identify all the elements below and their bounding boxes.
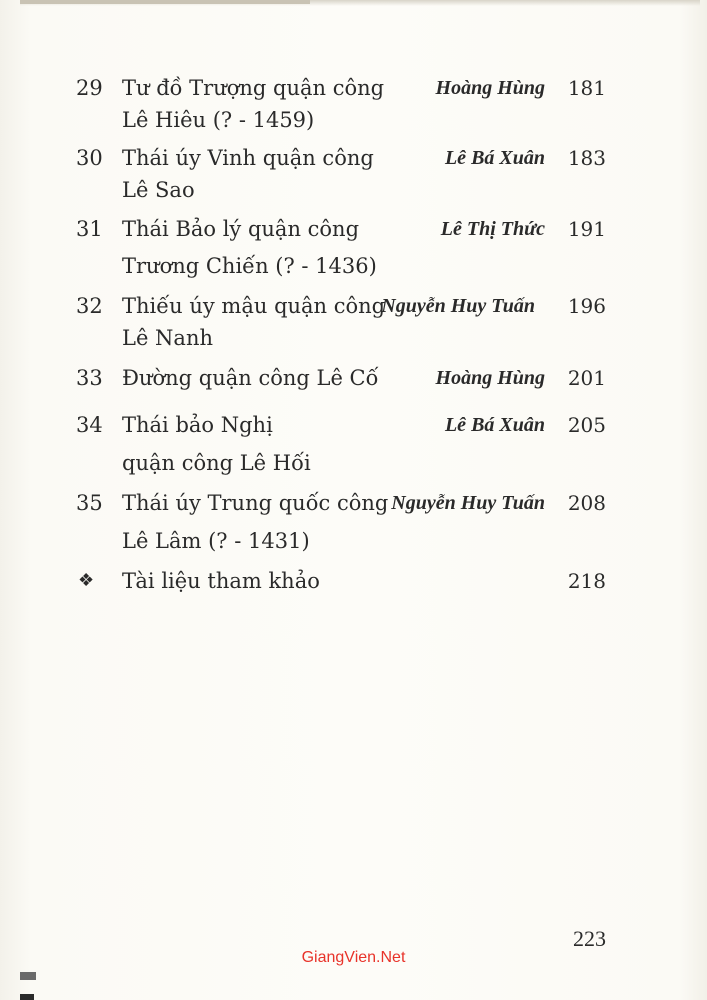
entry-title xyxy=(122,361,382,395)
entry-title-line: Thái bảo Nghị xyxy=(122,413,273,437)
entry-author: Nguyễn Huy Tuấn xyxy=(381,295,535,317)
entry-page-number: 196 xyxy=(567,294,606,318)
entry-number: 33 xyxy=(76,366,103,390)
scan-edge-mark xyxy=(20,994,34,1000)
entry-author: Lê Bá Xuân xyxy=(444,414,545,436)
entry-title-line: Lê Nanh xyxy=(122,326,213,350)
entry-title-line: Đường quận công Lê Cố xyxy=(122,366,379,390)
entry-author: Nguyễn Huy Tuấn xyxy=(391,492,545,514)
entry-page-number: 201 xyxy=(567,366,606,390)
entry-title-line: Thái Bảo lý quận công xyxy=(122,217,360,241)
entry-title-line: Tài liệu tham khảo xyxy=(122,569,320,593)
entry-title-line: Lê Lâm (? - 1431) xyxy=(122,529,310,553)
diamond-bullet-icon: ❖ xyxy=(78,570,95,591)
entry-title xyxy=(122,486,389,558)
entry-page-number: 191 xyxy=(567,217,606,241)
entry-title-line: Trương Chiến (? - 1436) xyxy=(122,254,377,278)
entry-title-line: quận công Lê Hối xyxy=(122,451,311,475)
entry-number: 29 xyxy=(76,76,103,100)
entry-number: 32 xyxy=(76,294,103,318)
entry-title-line: Thái úy Trung quốc công xyxy=(122,491,389,515)
entry-number: 34 xyxy=(76,413,103,437)
entry-title xyxy=(122,289,386,355)
entry-title-line: Thái úy Vinh quận công xyxy=(122,146,374,170)
entry-title-line: Lê Sao xyxy=(122,178,195,202)
entry-author: Hoàng Hùng xyxy=(435,367,545,389)
entry-title xyxy=(122,141,382,207)
entry-page-number: 218 xyxy=(567,569,606,593)
entry-title xyxy=(122,212,382,283)
entry-number: 31 xyxy=(76,217,103,241)
entry-number: 35 xyxy=(76,491,103,515)
entry-page-number: 181 xyxy=(567,76,606,100)
entry-page-number: 205 xyxy=(567,413,606,437)
entry-page-number: 183 xyxy=(567,146,606,170)
entry-author: Lê Bá Xuân xyxy=(444,147,545,169)
entry-title xyxy=(122,408,382,480)
entry-title-line: Lê Hiêu (? - 1459) xyxy=(122,108,315,132)
entry-page-number: 208 xyxy=(567,491,606,515)
entry-author: Hoàng Hùng xyxy=(435,77,545,99)
entry-title-line: Tư đồ Trượng quận công xyxy=(122,76,385,100)
entry-title-line: Thiếu úy mậu quận công xyxy=(122,294,386,318)
page-top-edge xyxy=(20,0,310,4)
entry-title xyxy=(122,71,385,137)
watermark-text: GiangVien.Net xyxy=(301,949,406,966)
entry-title xyxy=(122,564,382,598)
entry-author: Lê Thị Thức xyxy=(440,218,545,240)
scan-edge-mark xyxy=(20,972,36,980)
page-number: 223 xyxy=(573,926,606,951)
entry-number: 30 xyxy=(76,146,103,170)
